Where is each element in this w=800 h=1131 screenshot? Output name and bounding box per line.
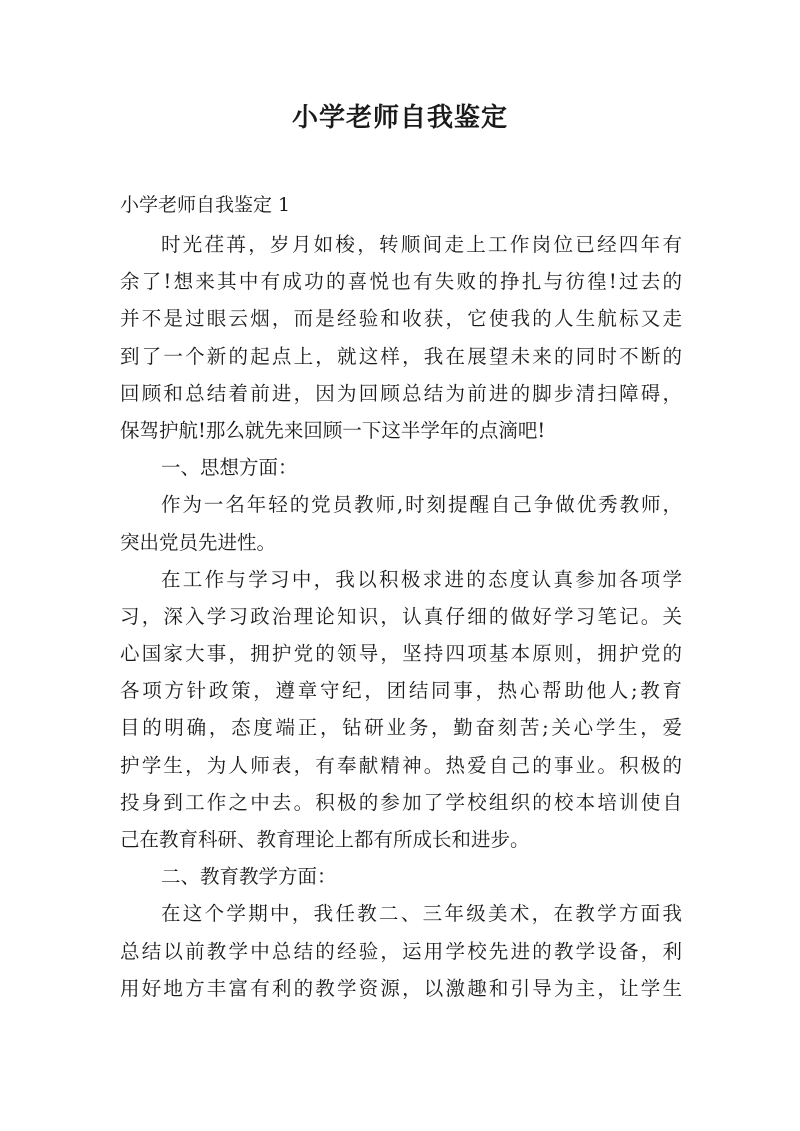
text-line: 各项方针政策，遵章守纪，团结同事，热心帮助他人;教育	[120, 679, 682, 703]
text-line: 习，深入学习政治理论知识，认真仔细的做好学习笔记。关	[120, 604, 682, 628]
text-line: 保驾护航!那么就先来回顾一下这半学年的点滴吧!	[120, 418, 546, 442]
text-line: 总结以前教学中总结的经验，运用学校先进的教学设备，利	[120, 939, 682, 963]
text-line: 作为一名年轻的党员教师,时刻提醒自己争做优秀教师，	[161, 493, 682, 517]
text-line: 一、思想方面：	[161, 456, 298, 480]
text-line: 余了!想来其中有成功的喜悦也有失败的挣扎与彷徨!过去的	[120, 270, 682, 294]
text-line: 在这个学期中，我任教二、三年级美术，在教学方面我	[161, 902, 682, 926]
text-line: 用好地方丰富有利的教学资源，以激趣和引导为主，让学生	[120, 976, 682, 1000]
text-line: 时光荏苒，岁月如梭，转顺间走上工作岗位已经四年有	[161, 233, 682, 256]
text-line: 投身到工作之中去。积极的参加了学校组织的校本培训使自	[120, 790, 682, 814]
document-title: 小学老师自我鉴定	[291, 103, 508, 133]
text-line: 己在教育科研、教育理论上都有所成长和进步。	[120, 828, 530, 851]
text-line: 突出党员先进性。	[120, 530, 277, 554]
text-line: 二、教育教学方面：	[161, 865, 337, 889]
text-line: 护学生，为人师表，有奉献精神。热爱自己的事业。积极的	[120, 753, 682, 777]
document-body	[120, 226, 682, 1007]
text-line: 回顾和总结着前进，因为回顾总结为前进的脚步清扫障碍，	[120, 381, 682, 405]
text-line: 在工作与学习中，我以积极求进的态度认真参加各项学	[161, 567, 682, 591]
text-line: 目的明确，态度端正，钻研业务，勤奋刻苦;关心学生，爱	[120, 716, 682, 740]
section-heading: 小学老师自我鉴定 1	[120, 194, 291, 216]
text-line: 并不是过眼云烟，而是经验和收获，它使我的人生航标又走	[120, 307, 682, 331]
text-line: 到了一个新的起点上，就这样，我在展望未来的同时不断的	[120, 344, 682, 368]
text-line: 心国家大事，拥护党的领导，坚持四项基本原则，拥护党的	[120, 642, 682, 666]
